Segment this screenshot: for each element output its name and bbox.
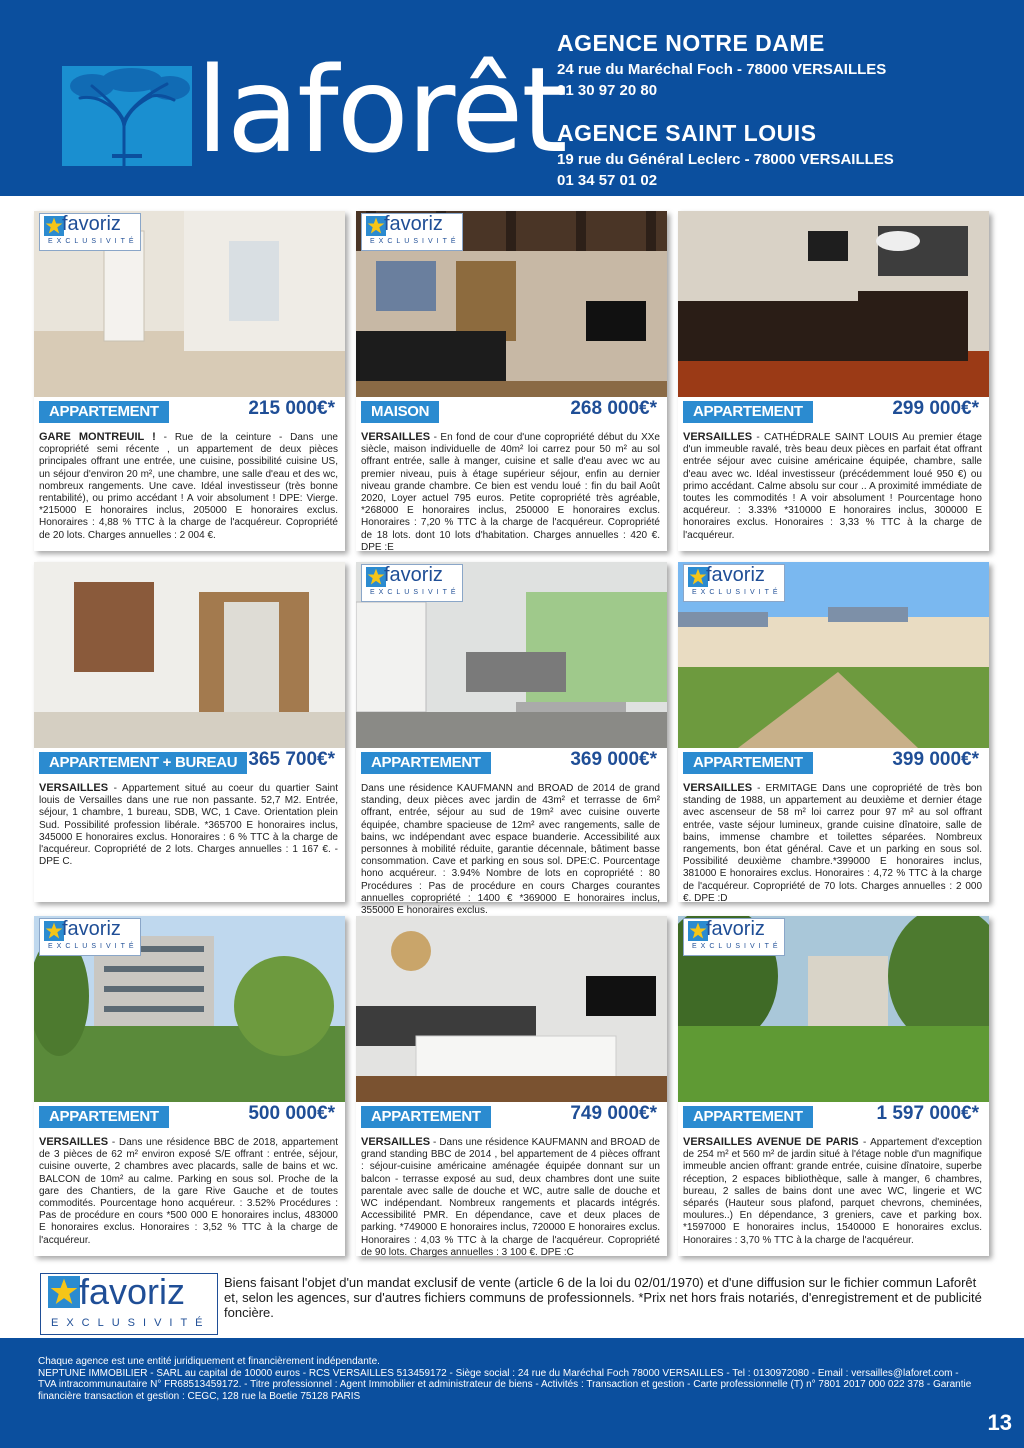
property-description <box>39 782 338 868</box>
property-price: 365 700€* <box>248 749 335 770</box>
legal-line: Chaque agence est une entité juridiquement et financièrement indépendante. <box>38 1356 380 1367</box>
listing-card <box>678 916 989 1256</box>
property-location: VERSAILLES <box>683 431 753 443</box>
property-price: 1 597 000€* <box>876 1103 979 1124</box>
property-photo <box>34 211 345 397</box>
property-photo <box>678 562 989 748</box>
property-details: - En fond de cour d'une copropriété début du XXe siècle, maison individuelle de 40m² loi carrez pour 50 m² au sol offrant entrée, salle à manger, cuisine et salle d'eau avec wc au premier niveau, puis à étage supérieur séjour, enfin au dernier niveau grande chambre. Ce bien est vendu loué : fin du bail Août 2020, Loyer actuel 795 euros. Petite copropriété très agréable, *268000 E honoraires inclus, 250000 E honoraires exclus. Honoraires : 7,20 % TTC à la charge de l'acquéreur. Copropriété de 18 lots. dont 10 lots d'habitation. Charges annuelles : 420 €. DPE :E <box>361 432 660 553</box>
exclusivite-text: EXCLUSIVITÉ <box>48 943 138 950</box>
favoriz-badge <box>361 564 463 602</box>
favoriz-logo-text: favoriz <box>384 213 443 235</box>
tree-logo-icon <box>62 66 192 166</box>
property-details: - Appartement d'exception de 254 m² et 560 m² de jardin situé à l'étage noble d'un magnifique immeuble ancien offrant: grande entrée, cuisine dînatoire, superbe réception, 2 espaces bibliothèque, salle à manger, 6 chambres, bureau, 2 salles de bains dont une avec WC, lingerie et WC séparés (Hauteur sous plafond, parquet chevrons, cheminées, moulures..) En dépendance, 3 greniers, cave et parking box. *1597000 E honoraires inclus, 1540000 E honoraires exclus. Honoraires : 3,70 % TTC à la charge de l'acquéreur. <box>683 1137 982 1246</box>
property-description <box>361 782 660 917</box>
property-type-tag: APPARTEMENT <box>361 752 491 774</box>
property-description <box>39 431 338 542</box>
property-details: - CATHÉDRALE SAINT LOUIS Au premier étage d'un immeuble ravalé, très beau deux pièces en parfait état offrant entrée séjour avec cuisine américaine équipée, chambre, salle d'eau avec wc. Idéal investisseur (précédemment loué 950 €) ou primo accédant. Calme absolu sur cour .. A proximité immédiate de toutes les commodités ! A voir absolument ! Pourcentage hono acquéreur. : 3.33% *310000 E honoraires inclus, 300000 E honoraires exclus. Honoraires : 3,33 % TTC à la charge de l'acquéreur. <box>683 432 982 541</box>
property-location: VERSAILLES <box>361 1136 431 1148</box>
favoriz-badge <box>39 213 141 251</box>
header <box>0 0 1024 196</box>
property-type-tag: APPARTEMENT <box>39 401 169 423</box>
property-type-tag: APPARTEMENT <box>39 1106 169 1128</box>
price-bar <box>678 748 989 778</box>
exclusivite-text: EXCLUSIVITÉ <box>51 1317 211 1329</box>
exclusivite-text: EXCLUSIVITÉ <box>692 943 782 950</box>
property-type-tag: APPARTEMENT + BUREAU <box>39 752 247 774</box>
listing-card <box>356 916 667 1256</box>
property-location: VERSAILLES AVENUE DE PARIS <box>683 1136 859 1148</box>
listing-card <box>678 562 989 902</box>
favoriz-logo-text: favoriz <box>79 1271 186 1312</box>
listing-card <box>356 562 667 917</box>
property-photo <box>356 916 667 1102</box>
property-description <box>39 1136 338 1247</box>
agency-phone: 01 34 57 01 02 <box>557 172 658 189</box>
listing-card <box>678 211 989 551</box>
property-details: - Rue de la ceinture - Dans une copropriété semi récente , un appartement de deux pièces principales offrant une entrée, une cuisine, possibilité cuisine US, un séjour d'environ 20 m², une chambre, une salle d'eau et des wc, nombreux rangements. Une cave. Idéal investisseur (très bonne rentabilité), ou primo accédant ! A voir absolument ! DPE: Vierge. *215000 E honoraires inclus, 205000 E honoraires exclus. Honoraires : 4,88 % TTC à la charge de l'acquéreur. Copropriété de 20 lots. Charges annuelles : 2 004 €. <box>39 432 338 541</box>
property-price: 399 000€* <box>892 749 979 770</box>
property-description <box>361 1136 660 1259</box>
laforet-logo: laforêt <box>196 41 566 179</box>
property-details: - Appartement situé au coeur du quartier Saint louis de Versailles dans une rue non passante. 52,7 M2. Entrée, séjour, 1 chambre, 1 bureau, SDB, WC, 1 Cave. Orientation plein Sud. Possibilité profession libérale. *365700 E honoraires inclus, 345000 E honoraires exclus. Honoraires : 6 % TTC à la charge de l'acquéreur. Copropriété de 2 lots. Charges annuelles : 1 167 €. - DPE C. <box>39 783 338 868</box>
property-type-tag: APPARTEMENT <box>683 752 813 774</box>
agency-phone: 01 30 97 20 80 <box>557 82 658 99</box>
property-type-tag: APPARTEMENT <box>361 1106 491 1128</box>
property-photo <box>678 211 989 397</box>
favoriz-badge <box>361 213 463 251</box>
star-icon <box>47 1276 81 1308</box>
property-price: 215 000€* <box>248 398 335 419</box>
exclusivite-text: EXCLUSIVITÉ <box>370 589 460 596</box>
agency-address: 19 rue du Général Leclerc - 78000 VERSAILLES <box>557 151 894 168</box>
price-bar <box>34 748 345 778</box>
property-type-tag: APPARTEMENT <box>683 401 813 423</box>
property-details: Dans une résidence KAUFMANN and BROAD de 2014 de grand standing, deux pièces avec jardin de 43m² et terrasse de 6m² offrant, entrée, séjour au sud de 19m² avec cuisine ouverte équipée, chambre spacieuse de 12m² avec rangements, salle de bains, wc indépendant avec espace buanderie. Accessibilité aux personnes à mobilité réduite, garantie décennale, bâtiment basse consommation. Cave et parking en sous sol. DPE:C. Pourcentage hono acquéreur. : 3.94% Nombre de lots en copropriété : 80 Procédures : Pas de procédure en cours Charges courantes annuelles copropriété : 1400 € *369000 E honoraires inclus, 355000 E honoraires exclus. <box>361 783 660 917</box>
property-price: 268 000€* <box>570 398 657 419</box>
price-bar <box>356 1102 667 1132</box>
listing-card <box>34 211 345 551</box>
favoriz-badge <box>683 564 785 602</box>
favoriz-logo-text: favoriz <box>62 918 121 940</box>
listing-card <box>356 211 667 551</box>
property-location: VERSAILLES <box>39 782 109 794</box>
property-details: - Dans une résidence KAUFMANN and BROAD de grand standing BBC de 2014 , bel appartement de 4 pièces offrant : séjour-cuisine américaine aménagée équipée donnant sur un balcon - terrasse exposé au sud, deux chambres dont une suite parentale avec salle de douche et WC, autre salle de douche et WC indépendant. Nombreux rangements et placards intégrés. Accessibilité PMR. En dépendance, cave et deux places de parking. *749000 E honoraires inclus, 720000 E honoraires exclus. Honoraires : 4,03 % TTC à la charge de l'acquéreur. Copropriété de 90 lots. Charges annuelles : 3 100 €. DPE :C <box>361 1137 660 1258</box>
property-photo <box>34 916 345 1102</box>
property-price: 369 000€* <box>570 749 657 770</box>
property-description <box>361 431 660 554</box>
property-location: VERSAILLES <box>683 782 753 794</box>
price-bar <box>678 397 989 427</box>
favoriz-logo-text: favoriz <box>706 918 765 940</box>
property-price: 500 000€* <box>248 1103 335 1124</box>
property-price: 749 000€* <box>570 1103 657 1124</box>
exclusivite-text: EXCLUSIVITÉ <box>370 238 460 245</box>
property-price: 299 000€* <box>892 398 979 419</box>
favoriz-logo-text: favoriz <box>384 564 443 586</box>
property-description <box>683 782 982 905</box>
favoriz-badge <box>683 918 785 956</box>
property-type-tag: MAISON <box>361 401 439 423</box>
price-bar <box>678 1102 989 1132</box>
listing-card <box>34 562 345 902</box>
agency-address: 24 rue du Maréchal Foch - 78000 VERSAILLES <box>557 61 887 78</box>
price-bar <box>34 397 345 427</box>
exclusivite-text: EXCLUSIVITÉ <box>692 589 782 596</box>
agency-saint-louis <box>557 120 894 189</box>
favoriz-logo-text: favoriz <box>706 564 765 586</box>
property-location: VERSAILLES <box>39 1136 109 1148</box>
price-bar <box>34 1102 345 1132</box>
price-bar <box>356 748 667 778</box>
favoriz-logo-text: favoriz <box>62 213 121 235</box>
property-photo <box>34 562 345 748</box>
property-photo <box>356 562 667 748</box>
favoriz-exclusivite-logo <box>40 1273 218 1335</box>
mandate-note: Biens faisant l'objet d'un mandat exclusif de vente (article 6 de la loi du 02/01/1970) et d'une diffusion sur le fichier commun Laforêt et, selon les agences, sur d'autres fichiers communs de professionnels. *Prix net hors frais notariés, d'enregistrement et de publicité foncière. <box>224 1275 982 1320</box>
price-bar <box>356 397 667 427</box>
agency-name: AGENCE SAINT LOUIS <box>557 120 817 146</box>
favoriz-badge <box>39 918 141 956</box>
property-description <box>683 431 982 542</box>
property-details: - Dans une résidence BBC de 2018, appartement de 3 pièces de 62 m² environ exposé S/E offrant : entrée, séjour, cuisine ouverte, 2 chambres avec placards, salle de bains et wc. BALCON de 10m² au calme. Parking en sous sol. Proche de la gare des Chantiers, de la gare Rive Gauche et de toutes commodités. Pourcentage hono acquéreur. : 3.52% Procédures : Pas de procédure en cours *500 000 E honoraires inclus, 483000 E honoraires exclus. Honoraires : 3,52 % TTC à la charge de l'acquéreur. <box>39 1137 338 1246</box>
agency-name: AGENCE NOTRE DAME <box>557 30 825 56</box>
property-location: VERSAILLES <box>361 431 431 443</box>
property-photo <box>678 916 989 1102</box>
property-location: GARE MONTREUIL ! <box>39 431 156 443</box>
legal-text <box>38 1356 978 1402</box>
property-description <box>683 1136 982 1247</box>
legal-line: NEPTUNE IMMOBILIER - SARL au capital de 10000 euros - RCS VERSAILLES 513459172 - Siège social : 24 rue du Maréchal Foch 78000 VERSAILLES - Tel : 0130972080 - Email : versailles@laforet.com - TVA intracommunautaire N° FR68513459172. - Titre professionnel : Agent Immobilier et administrateur de biens - Activités : Transaction et gestion - Carte professionnelle (T) n° 7801 2017 000 022 378 - Garantie financière transaction et gestion : CEGC, 128 rue la Boetie 75128 PARIS <box>38 1367 972 1402</box>
page-number: 13 <box>987 1410 1012 1435</box>
listing-card <box>34 916 345 1256</box>
property-details: - ERMITAGE Dans une copropriété de très bon standing de 1988, un appartement au deuxième et dernier étage avec ascenseur de 58 m² loi carrez pour 97 m² au sol offrant entrée, vaste séjour lumineux, grande cuisine dînatoire, salle de bains, immense chambre et toilettes séparées. Nombreux rangements, bon état général. Cave et un parking en sous sol. Possibilité deuxième chambre.*399000 E honoraires inclus, 381000 E honoraires exclus. Honoraires : 4,72 % TTC à la charge de l'acquéreur. Copropriété de 70 lots. Charges annuelles : 2 000 €. DPE :D <box>683 783 982 904</box>
exclusivite-text: EXCLUSIVITÉ <box>48 238 138 245</box>
property-photo <box>356 211 667 397</box>
property-type-tag: APPARTEMENT <box>683 1106 813 1128</box>
footer <box>0 1338 1024 1448</box>
agency-notre-dame <box>557 30 886 99</box>
